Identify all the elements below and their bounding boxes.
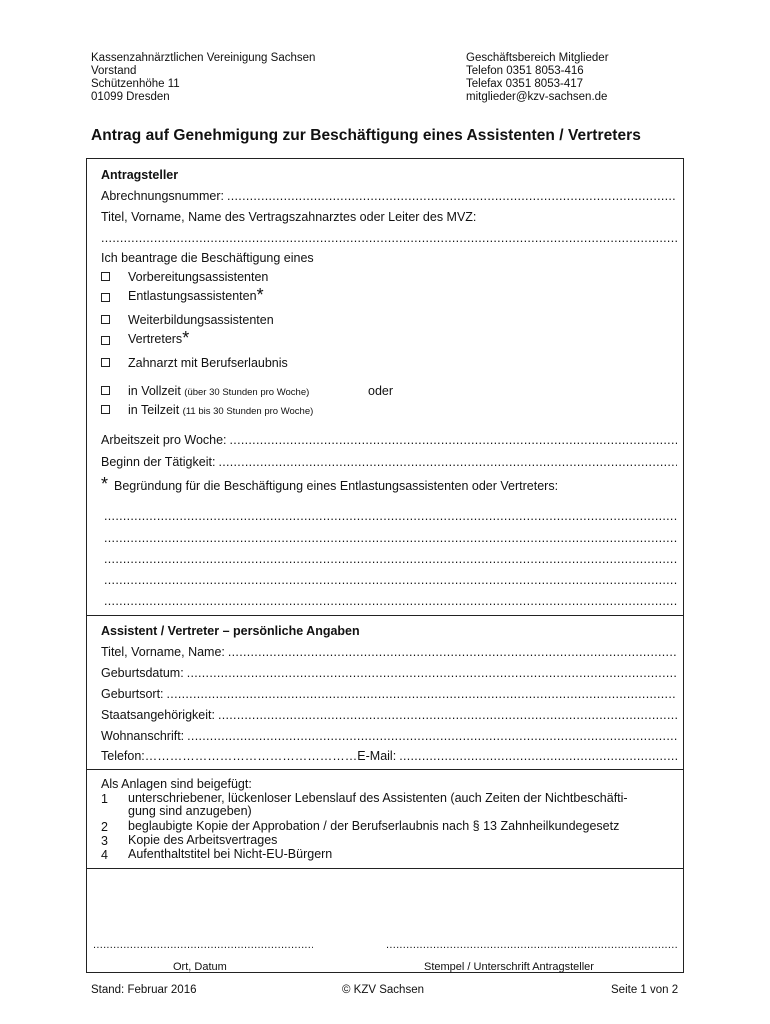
attachment-number: 1: [101, 792, 108, 806]
option-checkbox-entlastung[interactable]: [101, 293, 110, 302]
attachment-item: Kopie des Arbeitsvertrages: [128, 833, 278, 847]
option-checkbox-berufserlaubnis[interactable]: [101, 358, 110, 367]
reason-line-1[interactable]: [101, 509, 677, 523]
asterisk-marker: *: [182, 328, 190, 348]
start-date-line[interactable]: [218, 455, 677, 469]
contact-fax: Telefax 0351 8053-417: [466, 78, 584, 90]
or-label: oder: [368, 384, 394, 398]
sender-street: Schützenhöhe 11: [91, 78, 180, 90]
attachment-item: Aufenthaltstitel bei Nicht-EU-Bürgern: [128, 847, 333, 861]
billing-number-label: Abrechnungsnummer:: [101, 189, 224, 203]
dentist-name-label: Titel, Vorname, Name des Vertragszahnarztes oder Leiter des MVZ:: [101, 210, 477, 224]
reason-line-4[interactable]: [101, 573, 677, 587]
asterisk-marker: *: [256, 285, 264, 305]
reason-line-5[interactable]: [101, 594, 677, 608]
assistant-heading: Assistent / Vertreter – persönliche Angaben: [101, 624, 360, 638]
address-field[interactable]: [101, 729, 677, 743]
place-date-label: Ort, Datum: [173, 961, 227, 973]
applicant-section: [86, 158, 684, 616]
footer-page-number: Seite 1 von 2: [611, 984, 679, 996]
option-checkbox-weiterbildung[interactable]: [101, 315, 110, 324]
request-intro: Ich beantrage die Beschäftigung eines: [101, 251, 314, 265]
phone-line[interactable]: ……………………………………………: [144, 749, 358, 763]
fulltime-checkbox[interactable]: [101, 386, 110, 395]
reason-label: [101, 474, 677, 494]
attachments-section: [86, 769, 684, 869]
reason-line-2[interactable]: [101, 531, 677, 545]
stamp-signature-label: Stempel / Unterschrift Antragsteller: [424, 961, 594, 973]
email-line[interactable]: [399, 749, 677, 763]
footer-copyright: © KZV Sachsen: [342, 984, 424, 996]
billing-number-field[interactable]: [101, 189, 677, 203]
option-label-vorbereitung: Vorbereitungsassistenten: [128, 270, 269, 284]
weekly-hours-line[interactable]: [230, 433, 677, 447]
option-text-entlastung: Entlastungsassistenten: [128, 289, 257, 303]
sender-address: [91, 52, 315, 104]
place-date-line[interactable]: [93, 939, 313, 951]
email-label: E-Mail:: [357, 749, 397, 763]
fulltime-text: in Vollzeit: [128, 384, 181, 398]
nationality-label: Staatsangehörigkeit:: [101, 708, 215, 722]
attachment-item: beglaubigte Kopie der Approbation / der Berufserlaubnis nach § 13 Zahnheilkundegesetz: [128, 819, 620, 833]
dentist-name-field[interactable]: [101, 231, 677, 245]
fulltime-label: [128, 384, 309, 398]
attachments-heading: Als Anlagen sind beigefügt:: [101, 777, 252, 791]
dentist-name-line[interactable]: [101, 231, 677, 245]
phone-label: Telefon:: [101, 749, 145, 763]
billing-number-line[interactable]: [227, 189, 677, 203]
sender-city: 01099 Dresden: [91, 91, 170, 103]
attachment-number: 2: [101, 820, 108, 834]
attachment-number: 3: [101, 834, 108, 848]
birthplace-line[interactable]: [167, 687, 677, 701]
form-title: Antrag auf Genehmigung zur Beschäftigung eines Assistenten / Vertreters: [91, 127, 641, 144]
start-date-label: Beginn der Tätigkeit:: [101, 455, 216, 469]
contact-dept: Geschäftsbereich Mitglieder: [466, 52, 609, 64]
attachment-number: 4: [101, 848, 108, 862]
sender-dept: Vorstand: [91, 65, 137, 77]
contact-phone: Telefon 0351 8053-416: [466, 65, 584, 77]
assistant-name-field[interactable]: [101, 645, 677, 659]
sender-org: Kassenzahnärztlichen Vereinigung Sachsen: [91, 52, 316, 64]
option-label-berufserlaubnis: Zahnarzt mit Berufserlaubnis: [128, 356, 288, 370]
contact-email: mitglieder@kzv-sachsen.de: [466, 91, 608, 103]
birthplace-field[interactable]: [101, 687, 677, 701]
parttime-note: (11 bis 30 Stunden pro Woche): [182, 406, 314, 417]
assistant-name-label: Titel, Vorname, Name:: [101, 645, 225, 659]
parttime-label: [128, 403, 313, 417]
nationality-line[interactable]: [218, 708, 677, 722]
footer-status: Stand: Februar 2016: [91, 984, 197, 996]
reason-text: Begründung für die Beschäftigung eines Entlastungsassistenten oder Vertreters:: [114, 479, 559, 493]
nationality-field[interactable]: [101, 708, 677, 722]
reason-line-3[interactable]: [101, 552, 677, 566]
address-line[interactable]: [187, 729, 677, 743]
asterisk-marker: *: [101, 474, 109, 494]
weekly-hours-field[interactable]: [101, 433, 677, 447]
assistant-name-line[interactable]: [228, 645, 677, 659]
option-text-vertreter: Vertreters: [128, 332, 183, 346]
birthdate-label: Geburtsdatum:: [101, 666, 184, 680]
option-checkbox-vorbereitung[interactable]: [101, 272, 110, 281]
option-label-entlastung: [128, 285, 264, 305]
signature-section: [86, 868, 684, 973]
weekly-hours-label: Arbeitszeit pro Woche:: [101, 433, 227, 447]
option-label-weiterbildung: Weiterbildungsassistenten: [128, 313, 274, 327]
start-date-field[interactable]: [101, 455, 677, 469]
parttime-text: in Teilzeit: [128, 403, 180, 417]
applicant-heading: Antragsteller: [101, 168, 179, 182]
option-label-vertreter: [128, 328, 190, 348]
attachment-item: unterschriebener, lückenloser Lebenslauf des Assistenten (auch Zeiten der Nichtbeschäfti-gung sind anzugeben): [128, 791, 628, 818]
assistant-section: [86, 615, 684, 770]
option-checkbox-vertreter[interactable]: [101, 336, 110, 345]
parttime-checkbox[interactable]: [101, 405, 110, 414]
birthdate-field[interactable]: [101, 666, 677, 680]
fulltime-note: (über 30 Stunden pro Woche): [184, 387, 310, 398]
birthdate-line[interactable]: [187, 666, 677, 680]
address-label: Wohnanschrift:: [101, 729, 185, 743]
birthplace-label: Geburtsort:: [101, 687, 164, 701]
signature-line[interactable]: [386, 939, 679, 951]
contact-block: [466, 52, 609, 104]
phone-email-field[interactable]: [101, 749, 677, 763]
